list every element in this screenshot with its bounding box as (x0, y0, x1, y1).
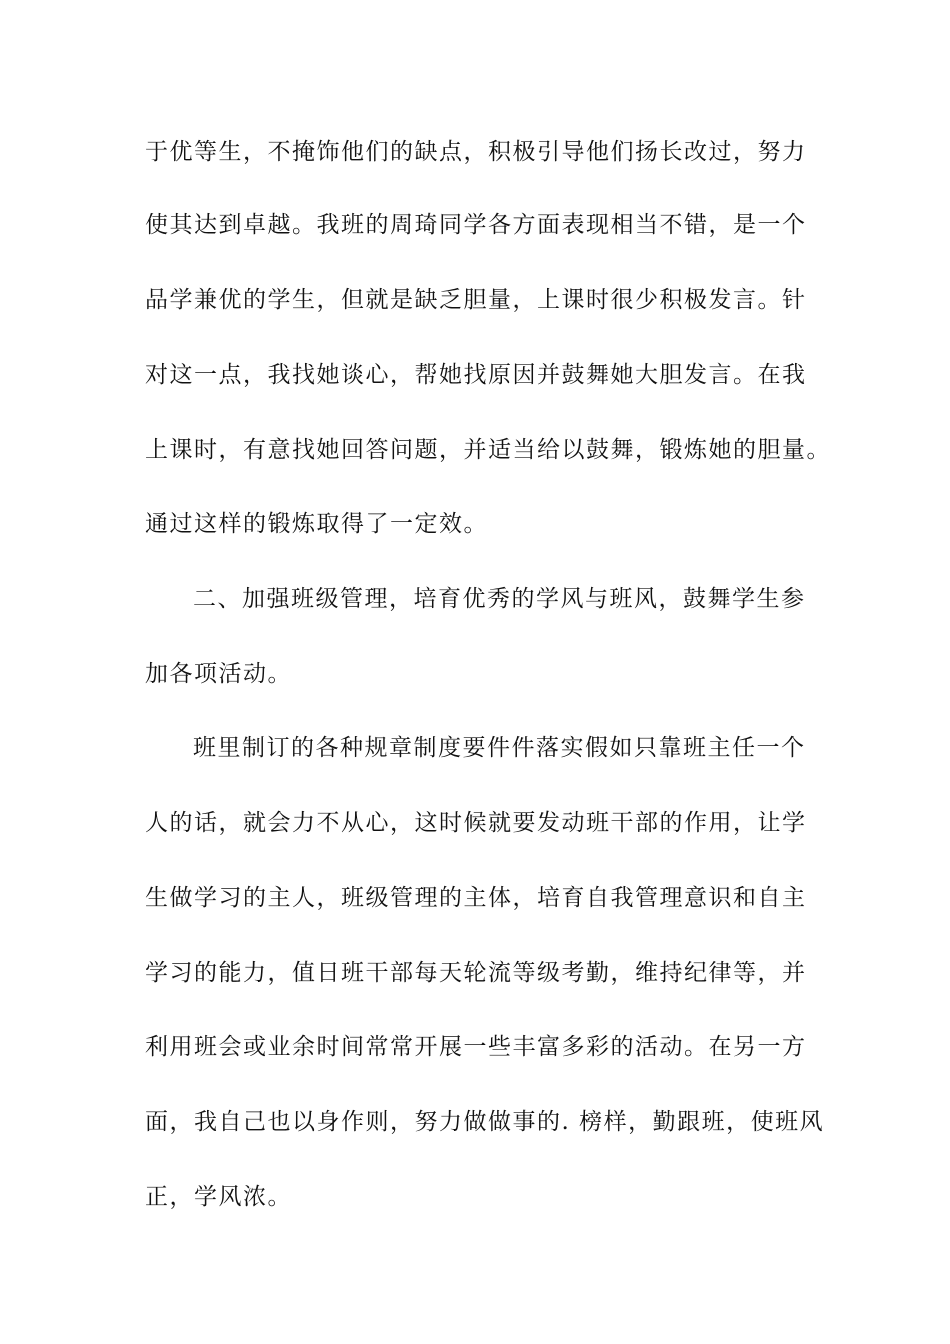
text-line: 学习的能力，值日班干部每天轮流等级考勤，维持纪律等，并 (145, 960, 807, 986)
section-heading: 二、加强班级管理，培育优秀的学风与班风，鼓舞学生参 (193, 586, 806, 612)
text-line: 对这一点，我找她谈心，帮她找原因并鼓舞她大胆发言。在我 (145, 362, 807, 388)
text-line: 面，我自己也以身作则，努力做做事的. 榜样，勤跟班，使班风 (145, 1109, 825, 1135)
text-line: 使其达到卓越。我班的周琦同学各方面表现相当不错，是一个 (145, 212, 807, 238)
text-line: 生做学习的主人，班级管理的主体，培育自我管理意识和自主 (145, 885, 807, 911)
text-line: 于优等生，不掩饰他们的缺点，积极引导他们扬长改过，努力 (145, 139, 807, 165)
text-line: 人的话，就会力不从心，这时候就要发动班干部的作用，让学 (145, 810, 807, 836)
paragraph-start: 班里制订的各种规章制度要件件落实假如只靠班主任一个 (193, 735, 806, 761)
text-line: 上课时，有意找她回答问题，并适当给以鼓舞，锻炼她的胆量。 (145, 437, 831, 463)
text-line: 正，学风浓。 (145, 1184, 292, 1210)
text-line: 通过这样的锻炼取得了一定效。 (145, 511, 488, 537)
text-line: 品学兼优的学生，但就是缺乏胆量，上课时很少积极发言。针 (145, 287, 807, 313)
text-line: 利用班会或业余时间常常开展一些丰富多彩的活动。在另一方 (145, 1034, 807, 1060)
text-line: 加各项活动。 (145, 661, 292, 687)
